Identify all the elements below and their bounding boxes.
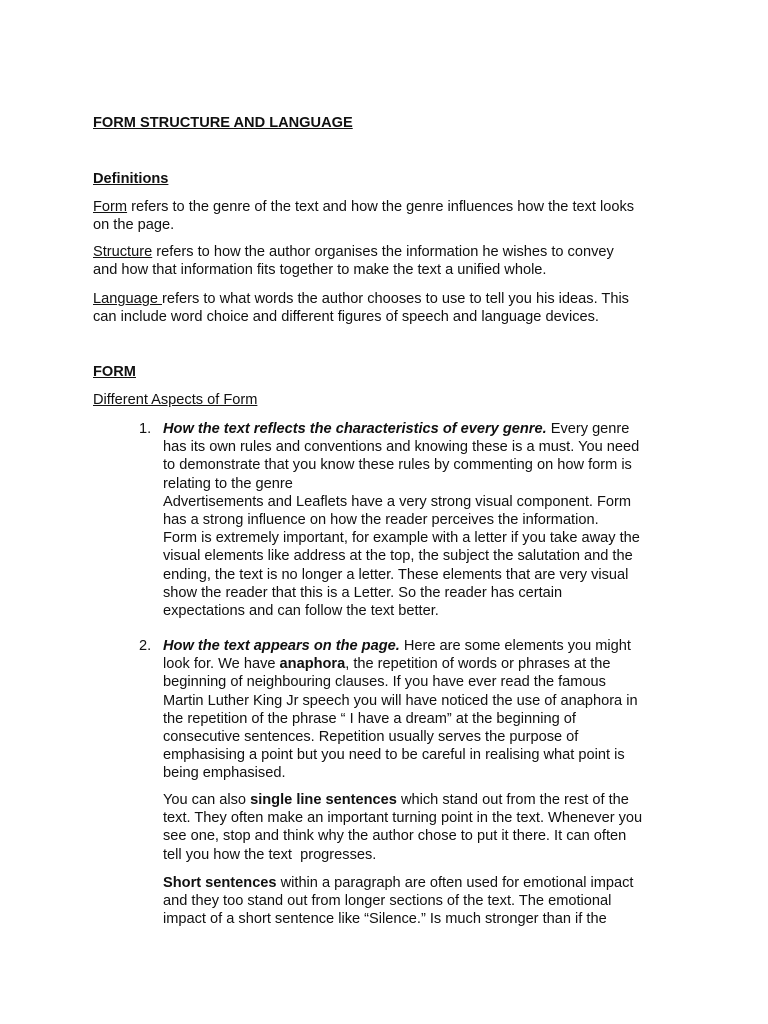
definition-term: Form (93, 199, 128, 215)
short-sentences-term: Short sentences (163, 875, 277, 891)
item-text: relating to the genre (163, 475, 293, 492)
item-text: has a strong influence on how the reader perceives the information. (163, 512, 599, 529)
definition-term: Language (93, 291, 162, 307)
item-text: text. They often make an important turning point in the text. Whenever you (163, 810, 643, 827)
item-text: impact of a short sentence like “Silence.” Is much stronger than if the (163, 911, 607, 928)
item-text: Here are some elements you might (399, 638, 631, 654)
item-lead: How the text reflects the characteristics of every genre. (163, 421, 547, 437)
item-text: consecutive sentences. Repetition usually serves the purpose of (163, 729, 579, 746)
item-text: Martin Luther King Jr speech you will have noticed the use of anaphora in (163, 692, 638, 709)
item-text: visual elements like address at the top, the subject the salutation and the (163, 548, 633, 565)
item-lead: How the text appears on the page. (163, 638, 400, 654)
definition-text: refers to what words the author chooses to use to tell you his ideas. This (162, 291, 629, 307)
anaphora-term: anaphora (279, 656, 346, 673)
item-text: which stand out from the rest of the (396, 792, 629, 808)
definition-text: refers to the genre of the text and how the genre influences how the text looks (127, 199, 635, 215)
list-item-1 (163, 420, 640, 620)
item-text: tell you how the text progresses. (163, 846, 377, 863)
form-heading: FORM (93, 364, 136, 380)
list-item-2 (163, 637, 638, 783)
item-text: within a paragraph are often used for emotional impact (276, 875, 634, 891)
item-text: and they too stand out from longer sections of the text. The emotional (163, 893, 612, 910)
item-text: Every genre (546, 421, 630, 437)
definition-text: refers to how the author organises the information he wishes to convey (152, 244, 614, 260)
item-text: beginning of neighbouring clauses. If you have ever read the famous (163, 674, 606, 691)
list-number: 2. (139, 638, 152, 654)
definition-form (93, 198, 634, 234)
item-text: You can also (163, 792, 251, 808)
item-text: show the reader that this is a Letter. So the reader has certain (163, 584, 563, 601)
item-text: Form is extremely important, for example with a letter if you take away the (163, 530, 640, 547)
item-text: to demonstrate that you know these rules by commenting on how form is (163, 457, 632, 474)
definition-language (93, 290, 629, 326)
item-text: emphasising a point but you need to be careful in realising what point is (163, 747, 625, 764)
definition-structure (93, 243, 614, 279)
paragraph-single-line-sentences (163, 791, 642, 864)
form-subheading: Different Aspects of Form (93, 392, 258, 408)
definition-text: on the page. (93, 217, 175, 234)
item-text: , the repetition of words or phrases at the (345, 656, 611, 673)
item-text: being emphasised. (163, 765, 286, 782)
item-text: look for. We have (163, 656, 280, 673)
definition-text: can include word choice and different figures of speech and language devices. (93, 309, 599, 326)
definitions-heading: Definitions (93, 171, 169, 187)
definition-text: and how that information fits together to make the text a unified whole. (93, 262, 547, 279)
item-text: expectations and can follow the text better. (163, 603, 439, 620)
paragraph-short-sentences (163, 874, 634, 929)
item-text: ending, the text is no longer a letter. These elements that are very visual (163, 566, 629, 583)
list-number: 1. (139, 421, 152, 437)
item-text: has its own rules and conventions and knowing these is a must. You need (163, 439, 640, 456)
item-text: see one, stop and think why the author chose to put it there. It can often (163, 828, 627, 845)
item-text: the repetition of the phrase “ I have a dream” at the beginning of (163, 710, 576, 727)
item-text: Advertisements and Leaflets have a very strong visual component. Form (163, 493, 632, 510)
document-title: FORM STRUCTURE AND LANGUAGE (93, 115, 353, 131)
single-line-sentences-term: single line sentences (250, 792, 397, 808)
definition-term: Structure (93, 244, 153, 260)
